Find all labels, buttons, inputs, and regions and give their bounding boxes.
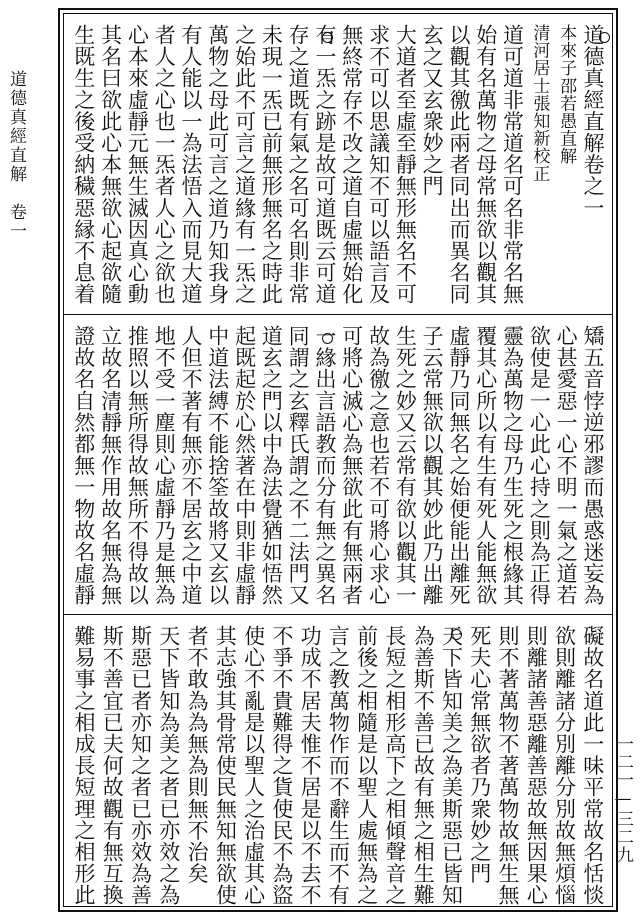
text-column: 證故名自然都無一物故名虛靜 [71, 325, 96, 606]
text-column: 子云常無欲以觀其妙此乃出離 [420, 325, 445, 606]
text-column: 為善斯不善已故有無之相生難 [411, 625, 436, 906]
text-column: 一緣出言語教而分有無之異名 [312, 325, 337, 606]
text-column: 故為徼之意也若不可將心求心 [366, 325, 391, 606]
column-group [70, 325, 606, 609]
column-group [70, 625, 606, 907]
text-column: 斯惡已者亦知之者已亦效為善 [128, 625, 153, 906]
text-column: 道德真經直解卷之一 [580, 24, 605, 219]
text-column: 本來子邵若愚直解 [556, 24, 577, 165]
text-column: 中道法縛不能捨筌故將又玄以 [205, 325, 230, 606]
text-column: 難易事之相成長短理之相形此 [72, 625, 96, 906]
text-column: 生既生之後受納穢惡縁不息着 [71, 24, 96, 305]
page-frame [58, 8, 618, 912]
text-panel-top [64, 14, 612, 314]
text-column: 同謂之玄釋氏謂之不二法門又 [286, 325, 311, 606]
text-column: 礙故名道此一味平常故名恬惔 [580, 625, 605, 906]
text-column: 矯五音悖逆邪謬而愚惑迷妄為 [580, 325, 605, 606]
text-column: 求不可以思議知不可以語言及 [366, 24, 391, 305]
text-column: 立故名清靜無作用故名無為無 [98, 325, 123, 606]
text-column: 長短之相形高下之相傾聲音之 [382, 625, 407, 906]
text-column: 覆其心所以有生有死人能無欲 [473, 325, 498, 606]
text-column: 人但不著有無亦不居玄之中道 [178, 325, 203, 606]
text-column: 道玄之門以中為法覺猶如悟然 [259, 325, 284, 606]
book-title-margin: 道德真經直解 卷一 [6, 70, 26, 241]
page-number: 一二一—三二九 [613, 735, 633, 864]
text-column: 玄之又玄衆妙之門 [420, 24, 445, 197]
left-margin [0, 0, 30, 921]
text-column: 存之道既有氣之名可名則非常 [286, 24, 311, 305]
text-column: 有一炁之跡是故可道既云可道 [312, 24, 337, 305]
text-column: 者人之心也一炁者人心之欲也 [152, 24, 177, 305]
text-column: 以觀其徼此兩者同出而異名同 [446, 24, 471, 305]
text-column: 不爭不貴難得之貨使民不為盜 [269, 625, 294, 906]
text-column: 者不敢為為無為則無不治矣 [185, 625, 210, 885]
text-column: 靈為萬物之母乃生死之根緣其 [500, 325, 525, 606]
text-column: 推照以無所得故無所不得故以 [125, 325, 150, 606]
text-column: 功成不居夫惟不居是以不去不 [298, 625, 323, 906]
text-column: 道可道非常道名可名非常名無 [500, 24, 525, 305]
text-column: 有人能以一為法悟入而見大道 [178, 24, 203, 305]
text-column: 則不著萬物不著萬物故無生無 [495, 625, 520, 906]
text-panel-bottom [64, 614, 612, 913]
text-column: 則離諸善惡離善惡故無因果心 [524, 625, 549, 906]
text-column: 斯不善宜已夫何故觀有無互換 [100, 625, 125, 906]
text-column: 可將心滅心為無欲此有無兩者 [339, 325, 364, 606]
column-group [70, 24, 606, 308]
text-column: 生死之妙又云常有欲以觀其一 [393, 325, 418, 606]
text-panel-middle [64, 314, 612, 615]
text-column: 萬物之母此可言之道乃知我身 [205, 24, 230, 305]
text-column: 起既起於心然著在中則非虛靜 [232, 325, 257, 606]
text-column: 其名曰欲此心本無欲心起欲隨 [98, 24, 123, 305]
text-column: 天下皆知為美之者已亦效之為 [156, 625, 181, 906]
text-column: 虛靜乃同無名之始便能出離死 [446, 325, 471, 606]
text-column: 欲使是一心此心持之則為正得 [527, 325, 552, 606]
text-column: 使心不亂是以聖人之治虛其心 [241, 625, 266, 906]
text-column: 未現一炁已前無形無名之時此 [259, 24, 284, 305]
text-column: 天下皆知美之為美斯惡已皆知 [439, 625, 464, 906]
text-column: 欲則離諸分別離分別故無煩惱 [552, 625, 577, 906]
page-frame-inner [63, 13, 613, 907]
text-column: 心甚愛惡一心不明一氣之道若 [554, 325, 579, 606]
text-column: 地不受一塵則心虛靜乃是無為 [152, 325, 177, 606]
text-column: 死夫心常無欲者乃衆妙之門 [467, 625, 492, 885]
text-column: 始有名萬物之母常無欲以觀其 [473, 24, 498, 305]
text-column: 心本來虛靜元無生滅因真心動 [125, 24, 150, 305]
text-column: 大道者至虛至靜無形無名不可 [393, 24, 418, 305]
text-column: 清河居士張知新校正 [529, 24, 550, 183]
text-column: 之始此不可言之道緣有一炁之 [232, 24, 257, 305]
text-column: 前後之相隨是以聖人處無為之 [354, 625, 379, 906]
text-column: 其志強其骨常使民無知無欲使 [213, 625, 238, 906]
text-column: 無終常存不改之道自虛無始化 [339, 24, 364, 305]
text-column: 言之教萬物作而不辭生而不有 [326, 625, 351, 906]
